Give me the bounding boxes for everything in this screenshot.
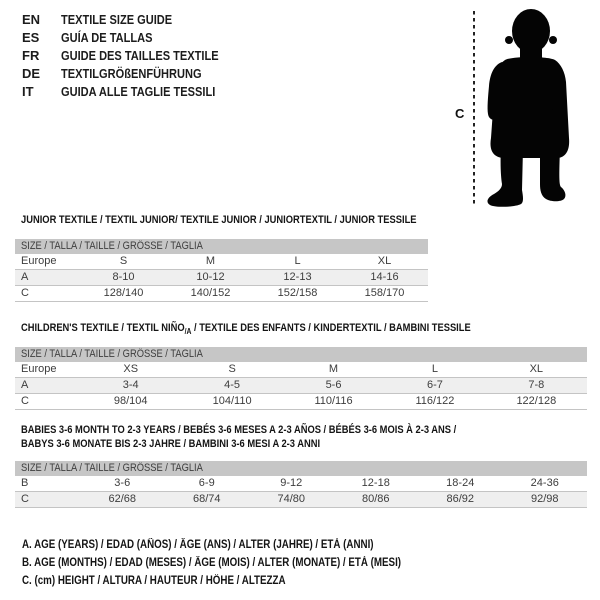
cell: 3-6 [114, 477, 131, 489]
size-table [15, 461, 587, 508]
size-table-section [15, 321, 587, 410]
table-row [15, 492, 587, 508]
cell: 80/86 [361, 493, 390, 505]
cell: 10-12 [196, 271, 225, 283]
table-title-text [21, 437, 320, 451]
row-label: C [21, 395, 29, 407]
cell: 18-24 [446, 477, 475, 489]
dimension-label-c: C [455, 106, 465, 121]
cell: 5-6 [325, 379, 342, 391]
size-table-section [15, 423, 587, 508]
cell: XL [377, 255, 392, 267]
cell: S [119, 255, 128, 267]
cell: 140/152 [190, 287, 231, 299]
table-row [15, 476, 587, 492]
cell: 152/158 [277, 287, 318, 299]
cell: 104/110 [212, 395, 252, 407]
row-label: A [21, 379, 29, 391]
language-title: TEXTILGRÖßENFÜHRUNG [61, 66, 202, 81]
language-row [22, 47, 246, 65]
row-label: C [21, 493, 29, 505]
table-title-text [21, 423, 456, 437]
language-row [22, 29, 246, 47]
table-title-segment: BABYS 3-6 MONATE BIS 2-3 JAHRE / BAMBINI 3-6 MESI A 2-3 ANNI [21, 438, 321, 450]
table-row [15, 270, 428, 286]
language-title: TEXTILE SIZE GUIDE [61, 12, 173, 27]
cell: L [431, 363, 438, 375]
table-title [15, 423, 587, 451]
cell: 92/98 [530, 493, 559, 505]
row-label: Europe [21, 363, 57, 375]
size-header-bar [15, 461, 587, 476]
cell: 6-7 [426, 379, 443, 391]
cell: 12-18 [361, 477, 390, 489]
language-title: GUIDA ALLE TAGLIE TESSILI [61, 84, 216, 99]
cell: 6-9 [198, 477, 215, 489]
table-title-text [21, 321, 471, 339]
cell: M [205, 255, 216, 267]
cell: S [228, 363, 236, 375]
language-row [22, 83, 246, 101]
table-row [15, 378, 587, 394]
note-line: C. (cm) HEIGHT / ALTURA / HAUTEUR / HÖHE / ALTEZZA [22, 575, 286, 587]
size-table-section [15, 213, 486, 302]
table-title-line [21, 423, 587, 437]
cell: 86/92 [446, 493, 475, 505]
cell: 12-13 [283, 271, 312, 283]
table-row [15, 286, 428, 302]
language-row [22, 11, 246, 29]
cell: 9-12 [280, 477, 303, 489]
language-code: IT [22, 84, 34, 99]
cell: XL [529, 363, 544, 375]
table-title-segment: CHILDREN'S TEXTILE / TEXTIL NIÑO [21, 322, 185, 334]
note-line: A. AGE (YEARS) / EDAD (AÑOS) / ÂGE (ANS) / ALTER (JAHRE) / ETÀ (ANNI) [22, 539, 374, 551]
baby-silhouette [487, 9, 569, 207]
table-row [15, 394, 587, 410]
baby-figure [440, 0, 600, 220]
table-title-line [21, 437, 587, 451]
cell: 68/74 [192, 493, 221, 505]
size-header-label: SIZE / TALLA / TAILLE / GRÖSSE / TAGLIA [21, 240, 203, 252]
size-table [15, 239, 428, 302]
cell: XS [123, 363, 139, 375]
language-row [22, 65, 246, 83]
size-header-bar [15, 239, 428, 254]
row-label: Europe [21, 255, 57, 267]
cell: L [294, 255, 301, 267]
language-code: EN [22, 12, 41, 27]
cell: 122/128 [516, 395, 557, 407]
language-title: GUIDE DES TAILLES TEXTILE [61, 48, 219, 63]
size-header-label: SIZE / TALLA / TAILLE / GRÖSSE / TAGLIA [21, 462, 203, 474]
size-table [15, 347, 587, 410]
table-title-line [21, 213, 486, 227]
row-label: B [21, 477, 29, 489]
table-row [15, 362, 587, 378]
size-header-bar [15, 347, 587, 362]
cell: 8-10 [112, 271, 135, 283]
size-header-label: SIZE / TALLA / TAILLE / GRÖSSE / TAGLIA [21, 348, 203, 360]
table-title [15, 321, 587, 335]
table-title-segment: /A [184, 327, 192, 337]
cell: 4-5 [224, 379, 241, 391]
cell: 14-16 [370, 271, 399, 283]
cell: M [328, 363, 339, 375]
table-title-segment: BABIES 3-6 MONTH TO 2-3 YEARS / BEBÉS 3-6 MESES A 2-3 AÑOS / BÉBÉS 3-6 MOIS À 2-3 ANS / [21, 424, 457, 436]
cell: 24-36 [530, 477, 559, 489]
row-label: C [21, 287, 29, 299]
cell: 98/104 [113, 395, 148, 407]
language-title-list [22, 11, 246, 101]
table-title-segment: JUNIOR TEXTILE / TEXTIL JUNIOR/ TEXTILE JUNIOR / JUNIORTEXTIL / JUNIOR TESSILE [21, 214, 417, 226]
table-row [15, 254, 428, 270]
cell: 110/116 [314, 395, 353, 407]
row-label: A [21, 271, 29, 283]
language-code: DE [22, 66, 41, 81]
cell: 128/140 [103, 287, 144, 299]
cell: 62/68 [108, 493, 137, 505]
cell: 7-8 [528, 379, 545, 391]
table-title [15, 213, 486, 227]
cell: 3-4 [122, 379, 139, 391]
language-code: FR [22, 48, 40, 63]
table-title-text [21, 213, 417, 227]
language-code: ES [22, 30, 40, 45]
table-title-line [21, 321, 587, 335]
legend-notes [22, 535, 600, 589]
cell: 158/170 [364, 287, 405, 299]
table-title-segment: / TEXTILE DES ENFANTS / KINDERTEXTIL / BAMBINI TESSILE [191, 322, 471, 334]
cell: 116/122 [415, 395, 455, 407]
note-line: B. AGE (MONTHS) / EDAD (MESES) / ÂGE (MOIS) / ALTER (MONATE) / ETÀ (MESI) [22, 557, 402, 569]
cell: 74/80 [277, 493, 306, 505]
language-title: GUÍA DE TALLAS [61, 30, 153, 45]
